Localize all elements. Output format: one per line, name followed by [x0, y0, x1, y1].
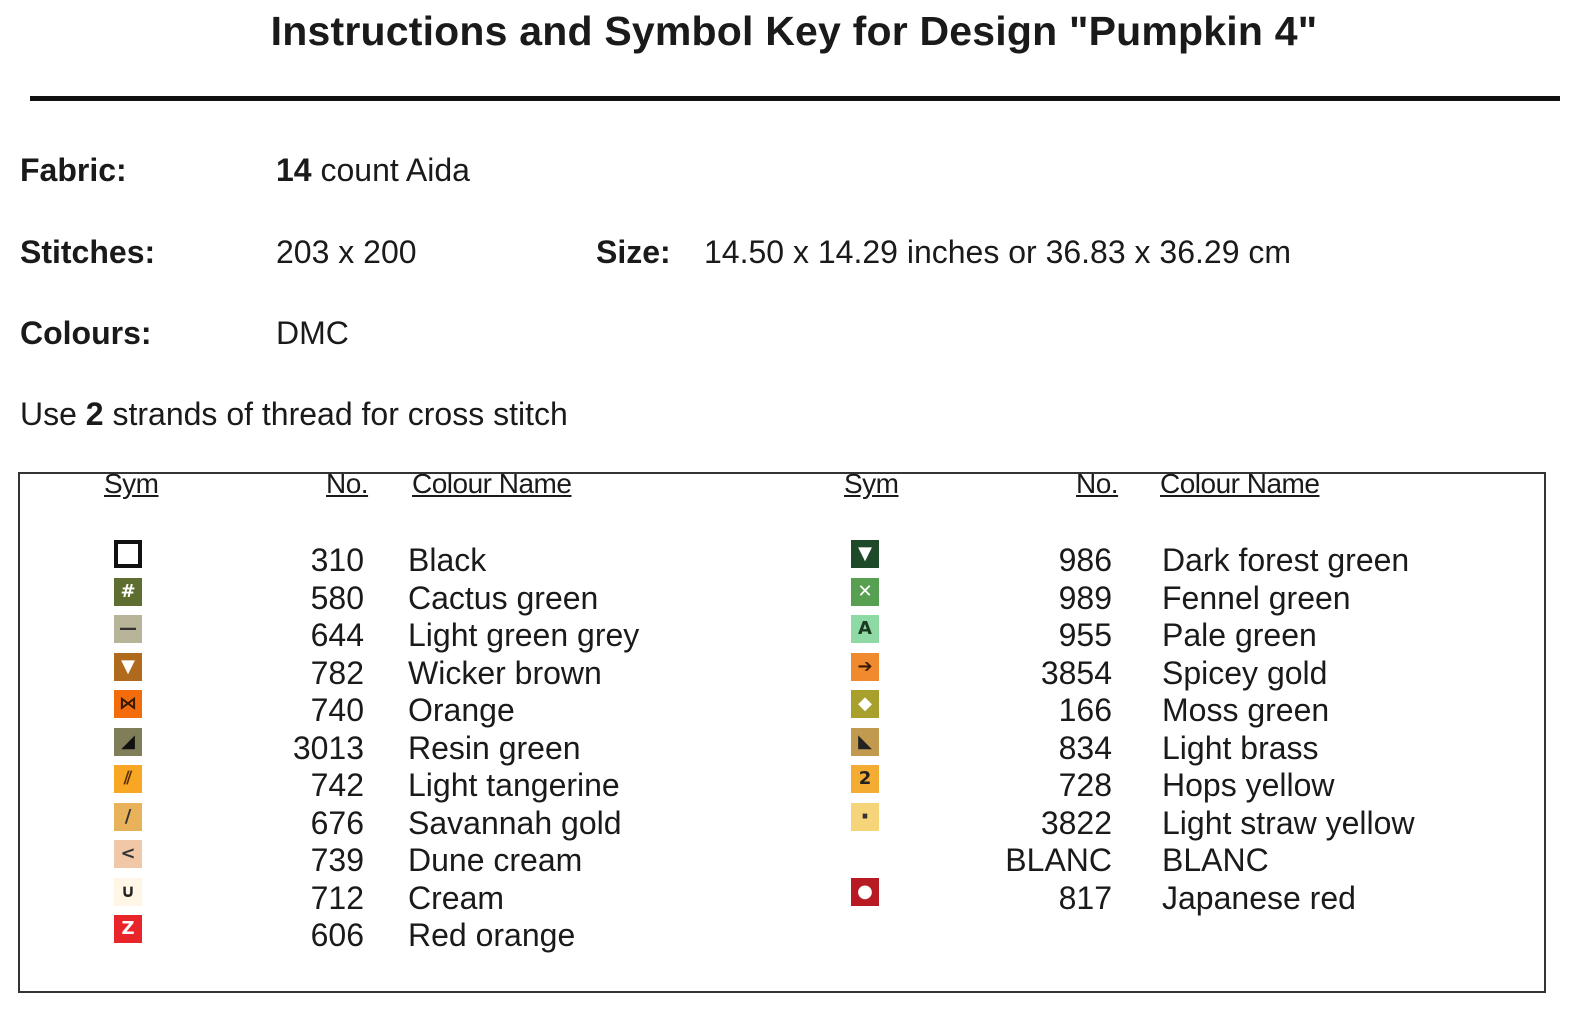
colour-name: Wicker brown [408, 654, 602, 691]
colour-name: Pale green [1162, 617, 1317, 653]
circle-icon: ● [851, 878, 879, 906]
corner-triangle-icon: ◢ [114, 728, 142, 756]
colour-name: Cream [408, 879, 505, 916]
header-sym-left: Sym [104, 468, 159, 499]
colour-name: Red orange [408, 917, 576, 953]
colours-value: DMC [276, 315, 349, 351]
stitches-value: 203 x 200 [276, 234, 417, 270]
table-row [0, 801, 1415, 841]
colour-name: Black [408, 542, 487, 578]
dot-icon: · [851, 803, 879, 831]
table-row [0, 915, 780, 952]
colour-number: 3822 [1040, 804, 1112, 841]
header-no-right: No. [1076, 468, 1119, 499]
table-row [0, 540, 1410, 578]
table-row [0, 690, 1330, 728]
colour-number: 817 [1058, 879, 1112, 916]
table-row [0, 653, 1328, 691]
page-title: Instructions and Symbol Key for Design "Pumpkin 4" [270, 8, 1318, 54]
colour-number: 739 [310, 842, 364, 878]
colour-name: Cactus green [408, 579, 599, 616]
colour-name: Light green grey [408, 617, 640, 653]
fabric-value [276, 152, 470, 189]
strands-post: strands of thread for cross stitch [103, 396, 568, 432]
colour-number: 728 [1058, 767, 1112, 803]
colour-name: BLANC [1162, 842, 1269, 878]
colour-number: 782 [310, 654, 364, 691]
size-value: 14.50 x 14.29 inches or 36.83 x 36.29 cm [704, 234, 1292, 270]
table-row [0, 878, 1356, 916]
colour-number: BLANC [1005, 842, 1112, 878]
two-digit-icon: 2 [851, 765, 879, 793]
colour-name: Hops yellow [1162, 767, 1335, 803]
strands-pre: Use [20, 396, 86, 432]
colour-number: 310 [310, 542, 364, 578]
colour-name: Light straw yellow [1162, 804, 1415, 841]
colour-name: Moss green [1162, 692, 1330, 728]
hash-icon: # [114, 578, 142, 606]
header-name-right: Colour Name [1160, 468, 1320, 499]
table-row [0, 578, 1351, 616]
size-label: Size: [596, 234, 671, 270]
colour-number: 606 [310, 917, 364, 953]
slash-icon: / [114, 803, 142, 831]
fabric-count: 14 [276, 152, 312, 188]
stitches-label: Stitches: [20, 234, 156, 270]
less-than-icon: < [114, 840, 142, 868]
colour-number: 3013 [292, 729, 364, 766]
colour-name: Light brass [1162, 729, 1319, 766]
heart-triangle-icon: ▼ [851, 540, 879, 568]
slashes-icon: ⫽ [114, 765, 142, 793]
colour-number: 3854 [1040, 654, 1112, 691]
colour-number: 580 [310, 579, 364, 616]
colour-number: 742 [310, 767, 364, 803]
header-no-left: No. [326, 468, 369, 499]
colour-name: Orange [408, 692, 515, 728]
a-letter-icon: A [851, 615, 879, 643]
cup-icon: ∪ [114, 878, 142, 906]
arrow-right-icon: ➔ [851, 653, 879, 681]
colour-name: Light tangerine [408, 767, 620, 803]
colour-number: 986 [1058, 542, 1112, 578]
z-letter-icon: Z [114, 915, 142, 943]
colour-name: Japanese red [1162, 879, 1356, 916]
table-row [0, 765, 1335, 803]
table-row [0, 615, 1317, 653]
colour-name: Fennel green [1162, 579, 1351, 616]
fabric-label: Fabric: [20, 152, 127, 188]
colour-number: 989 [1058, 579, 1112, 616]
table-row [0, 840, 1269, 878]
colour-name: Dune cream [408, 842, 583, 878]
colour-name: Spicey gold [1162, 654, 1328, 691]
bowtie-icon: ⋈ [114, 690, 142, 718]
colour-name: Resin green [408, 729, 581, 766]
colour-number: 676 [310, 804, 364, 841]
colour-name: Dark forest green [1162, 542, 1410, 578]
header-name-left: Colour Name [412, 468, 572, 499]
strands-count: 2 [85, 396, 104, 432]
triangle-down-icon: ▼ [114, 653, 142, 681]
cross-icon: ✕ [851, 578, 879, 606]
strands-instruction [20, 396, 568, 433]
colour-number: 166 [1058, 692, 1112, 728]
colours-label: Colours: [20, 315, 152, 351]
colour-name: Savannah gold [408, 804, 622, 841]
colour-number: 834 [1058, 729, 1112, 766]
colour-number: 955 [1058, 617, 1112, 653]
title-divider [30, 96, 1560, 101]
colour-number: 712 [310, 879, 364, 916]
diamond-icon: ◆ [851, 690, 879, 718]
corner-triangle-icon: ◣ [851, 728, 879, 756]
header-sym-right: Sym [844, 468, 899, 499]
colour-number: 740 [310, 692, 364, 728]
table-row [0, 728, 1319, 766]
dash-icon: — [114, 615, 142, 643]
colour-number: 644 [310, 617, 364, 653]
fabric-type: count Aida [311, 152, 470, 188]
